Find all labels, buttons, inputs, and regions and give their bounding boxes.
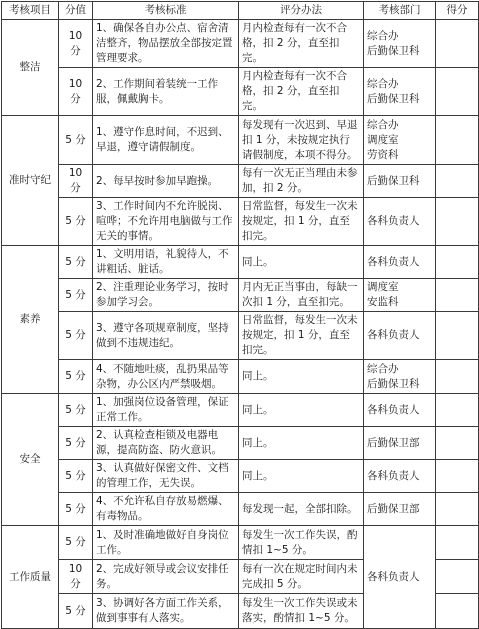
score-cell: 5 分 xyxy=(59,198,93,246)
score-cell: 5 分 xyxy=(59,394,93,427)
dept-text: 各科负责人 xyxy=(367,215,420,227)
dept-text: 各科负责人 xyxy=(367,570,420,583)
points-cell[interactable] xyxy=(436,312,479,360)
score-cell: 5 分 xyxy=(59,427,93,460)
table-row xyxy=(2,427,479,460)
score-cell: 5 分 xyxy=(59,460,93,493)
method-cell: 月内无正当事由，每缺一次扣 1 分，直至扣完。 xyxy=(239,279,364,312)
dept-cell xyxy=(364,20,436,68)
category-cell: 工作质量 xyxy=(2,526,59,629)
standard-cell: 3、协调好各方面工作关系，做到事事有人落实。 xyxy=(93,594,239,629)
dept-cell xyxy=(364,394,436,427)
assessment-table xyxy=(1,1,479,629)
standard-cell: 4、不允许私自存放易燃爆、有毒物品。 xyxy=(93,493,239,526)
method-cell: 每发生一次工作失误，酌情扣 1~5 分。 xyxy=(239,526,364,560)
dept-text: 综合办 调度室 劳资科 xyxy=(367,118,399,161)
dept-cell xyxy=(364,493,436,526)
table-row xyxy=(2,493,479,526)
method-cell: 同上。 xyxy=(239,427,364,460)
points-cell[interactable] xyxy=(436,560,479,594)
method-cell: 月内检查每有一次不合格，扣 2 分，直至扣完。 xyxy=(239,20,364,68)
dept-cell xyxy=(364,116,436,165)
dept-cell xyxy=(364,198,436,246)
dept-cell xyxy=(364,460,436,493)
table-row xyxy=(2,279,479,312)
dept-text: 各科负责人 xyxy=(367,329,420,341)
dept-cell xyxy=(364,246,436,279)
points-cell[interactable] xyxy=(436,68,479,116)
category-cell: 素养 xyxy=(2,246,59,394)
standard-cell: 3、遵守各项规章制度，坚持做到不违规违纪。 xyxy=(93,312,239,360)
points-cell[interactable] xyxy=(436,246,479,279)
score-cell: 10 分 xyxy=(59,165,93,198)
points-cell[interactable] xyxy=(436,360,479,394)
dept-cell xyxy=(364,312,436,360)
header-score: 分值 xyxy=(59,2,93,20)
score-cell: 5 分 xyxy=(59,493,93,526)
table-row xyxy=(2,460,479,493)
dept-cell xyxy=(364,526,436,629)
score-cell: 5 分 xyxy=(59,246,93,279)
standard-cell: 4、不随地吐痰，乱扔果品等杂物，办公区内严禁吸烟。 xyxy=(93,360,239,394)
header-method: 评分办法 xyxy=(239,2,364,20)
dept-text: 调度室 安监科 xyxy=(367,281,399,308)
category-cell: 准时守纪 xyxy=(2,116,59,246)
table-row xyxy=(2,198,479,246)
method-cell: 每发现一起，全部扣除。 xyxy=(239,493,364,526)
method-cell: 每发生一次工作失误或未落实，酌情扣 1~5 分。 xyxy=(239,594,364,629)
dept-text: 后勤保卫部 xyxy=(367,436,420,449)
dept-text: 后勤保卫科 xyxy=(367,174,420,187)
dept-text: 综合办 后勤保卫科 xyxy=(367,77,420,105)
points-cell[interactable] xyxy=(436,198,479,246)
points-cell[interactable] xyxy=(436,165,479,198)
header-dept: 考核部门 xyxy=(364,2,436,20)
header-points: 得分 xyxy=(436,2,479,20)
standard-cell: 2、工作期间着装统一工作服，佩戴胸卡。 xyxy=(93,68,239,116)
standard-cell: 2、每早按时参加早跑操。 xyxy=(93,165,239,198)
dept-text: 各科负责人 xyxy=(367,403,420,416)
standard-cell: 3、认真做好保密文件、文档的管理工作，无失误。 xyxy=(93,460,239,493)
method-cell: 月内检查每有一次不合格，扣 2 分，直至扣完。 xyxy=(239,68,364,116)
score-cell: 5 分 xyxy=(59,312,93,360)
standard-cell: 2、完成好领导或会议安排任务。 xyxy=(93,560,239,594)
points-cell[interactable] xyxy=(436,116,479,165)
method-cell: 每有一次无正当理由未参加，扣 2 分。 xyxy=(239,165,364,198)
table-row xyxy=(2,526,479,560)
table-row xyxy=(2,165,479,198)
header-standard: 考核标准 xyxy=(93,2,239,20)
score-cell: 10 分 xyxy=(59,68,93,116)
dept-cell xyxy=(364,279,436,312)
standard-cell: 2、认真检查柜锁及电器电源，提高防盗、防火意识。 xyxy=(93,427,239,460)
score-cell: 5 分 xyxy=(59,526,93,560)
score-cell: 10 分 xyxy=(59,20,93,68)
dept-cell xyxy=(364,360,436,394)
method-cell: 同上。 xyxy=(239,394,364,427)
category-cell: 整洁 xyxy=(2,20,59,116)
dept-text: 各科负责人 xyxy=(367,469,420,482)
score-cell: 5 分 xyxy=(59,116,93,165)
standard-cell: 1、及时准确地做好自身岗位工作。 xyxy=(93,526,239,560)
score-cell: 5 分 xyxy=(59,360,93,394)
points-cell[interactable] xyxy=(436,460,479,493)
table-row xyxy=(2,116,479,165)
standard-cell: 1、遵守作息时间，不迟到、早退，遵守请假制度。 xyxy=(93,116,239,165)
dept-text: 后勤保卫部 xyxy=(367,502,420,515)
method-cell: 同上。 xyxy=(239,246,364,279)
dept-cell xyxy=(364,427,436,460)
points-cell[interactable] xyxy=(436,427,479,460)
score-cell: 5 分 xyxy=(59,594,93,629)
header-category: 考核项目 xyxy=(2,2,59,20)
points-cell[interactable] xyxy=(436,20,479,68)
dept-cell xyxy=(364,68,436,116)
standard-cell: 1、确保各自办公点、宿舍清洁整齐，物品摆放全部按定置管理要求。 xyxy=(93,20,239,68)
standard-cell: 1、加强岗位设备管理，保证正常工作。 xyxy=(93,394,239,427)
header-row xyxy=(2,2,479,20)
method-cell: 每发现有一次迟到、早退扣 1 分，未按规定执行请假制度，本项不得分。 xyxy=(239,116,364,165)
score-cell: 5 分 xyxy=(59,279,93,312)
method-cell: 同上。 xyxy=(239,460,364,493)
dept-text: 综合办 后勤保卫科 xyxy=(367,29,420,57)
standard-cell: 2、注重理论业务学习，按时参加学习会。 xyxy=(93,279,239,312)
table-row xyxy=(2,246,479,279)
points-cell[interactable] xyxy=(436,394,479,427)
points-cell[interactable] xyxy=(436,526,479,560)
method-cell: 日常监督，每发生一次未按规定，扣 1 分，直至扣完。 xyxy=(239,312,364,360)
table-row xyxy=(2,20,479,68)
score-cell: 10 分 xyxy=(59,560,93,594)
dept-cell xyxy=(364,165,436,198)
table-row xyxy=(2,394,479,427)
standard-cell: 3、工作时间内不允许脱岗、喧哗；不允许用电脑做与工作无关的事情。 xyxy=(93,198,239,246)
dept-text: 综合办 后勤保卫科 xyxy=(367,362,420,390)
table-row xyxy=(2,360,479,394)
points-cell[interactable] xyxy=(436,493,479,526)
table-row xyxy=(2,312,479,360)
table-row xyxy=(2,68,479,116)
method-cell: 同上。 xyxy=(239,360,364,394)
dept-text: 各科负责人 xyxy=(367,255,420,268)
standard-cell: 1、文明用语，礼貌待人，不讲粗话、脏话。 xyxy=(93,246,239,279)
points-cell[interactable] xyxy=(436,279,479,312)
points-cell[interactable] xyxy=(436,594,479,629)
category-cell: 安全 xyxy=(2,394,59,526)
method-cell: 每有一次在规定时间内未完成扣 5 分。 xyxy=(239,560,364,594)
method-cell: 日常监督，每发生一次未按规定，扣 1 分，直至扣完。 xyxy=(239,198,364,246)
